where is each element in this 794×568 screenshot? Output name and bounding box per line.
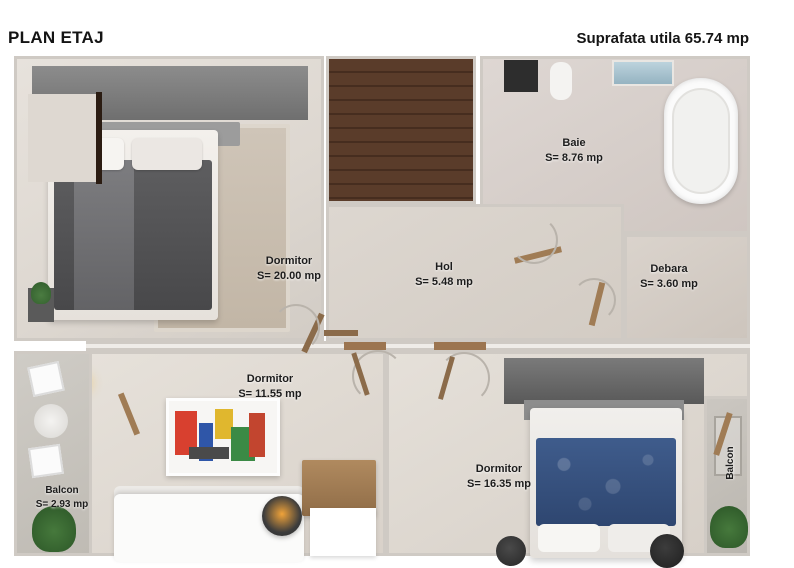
bedroom-3-duvet-pattern [536, 438, 676, 526]
art-block [189, 447, 229, 459]
staircase [326, 56, 476, 204]
bedroom-3-feature-wall [504, 358, 704, 404]
page-title: PLAN ETAJ [8, 28, 104, 47]
total-area-label: Suprafata utila 65.74 mp [576, 30, 749, 47]
label-bedroom-2: Dormitor S= 11.55 mp [238, 373, 302, 400]
interior-wall-horizontal [86, 341, 750, 351]
building-outline [14, 56, 750, 556]
balcony-chair [28, 444, 64, 478]
balcony-table [34, 404, 68, 438]
bedroom-2-chair [262, 496, 302, 536]
wall-art [166, 398, 280, 476]
stair-railing [96, 92, 102, 184]
label-bathroom: Baie S= 8.76 mp [545, 137, 603, 164]
bathroom-shower-niche [504, 60, 538, 92]
label-balcony-left: Balcon S= 2.93 mp [35, 485, 89, 510]
door-swing-bathroom [510, 216, 558, 264]
art-block [249, 413, 265, 457]
label-storage: Debara S= 3.60 mp [640, 263, 698, 290]
bedroom-1-pillow-right [132, 138, 202, 170]
bedroom-1-duvet-fold [74, 160, 134, 310]
plant-icon [710, 506, 748, 548]
door-threshold-bedroom-3 [434, 342, 486, 350]
bedroom-2-desk-surface [310, 508, 376, 556]
label-hallway: Hol S= 5.48 mp [415, 261, 473, 288]
bathroom-sink [550, 62, 572, 100]
bedroom-3-stool-left [496, 536, 526, 566]
stair-steps [329, 59, 473, 201]
plant-icon [31, 282, 51, 304]
label-bedroom-1: Dormitor S= 20.00 mp [257, 255, 321, 282]
room-hallway [326, 204, 624, 341]
stair-landing [28, 94, 98, 182]
label-balcony-right: Balcon [725, 446, 736, 480]
door-swing-storage [572, 278, 616, 322]
door-threshold-bedroom-2 [344, 342, 386, 350]
room-storage [624, 234, 750, 341]
label-bedroom-3: Dormitor S= 16.35 mp [467, 463, 531, 490]
door-threshold-hallway-left [324, 330, 358, 336]
bathtub-inner [672, 88, 730, 194]
plant-icon [32, 506, 76, 552]
bedroom-3-pillow-left [538, 524, 600, 552]
bathroom-window [612, 60, 674, 86]
door-swing-bedroom-1 [272, 304, 320, 352]
page-header [0, 0, 794, 52]
floor-plan-canvas [0, 52, 794, 563]
